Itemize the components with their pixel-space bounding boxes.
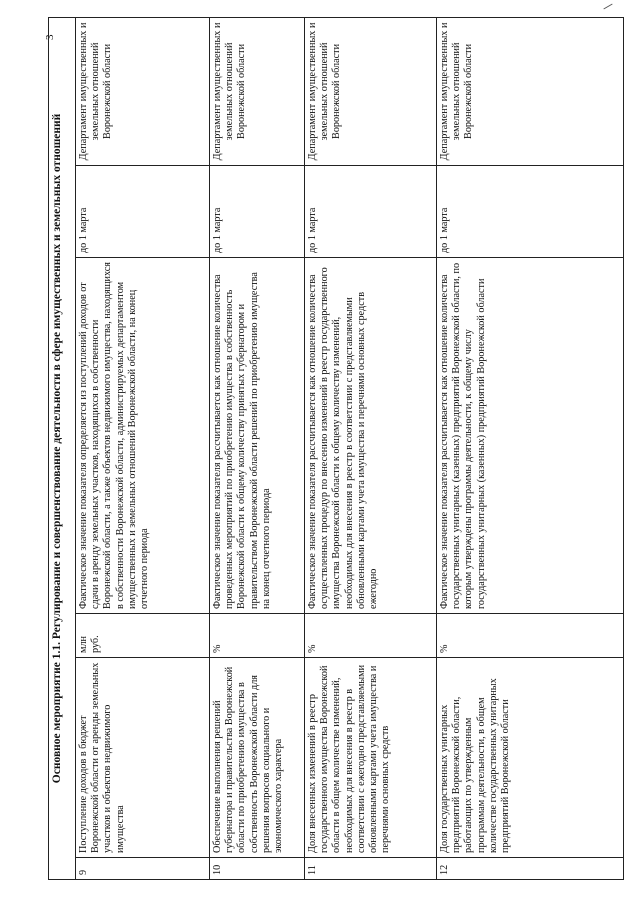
calculation-method: Фактическое значение показателя определяется из поступлений доходов от сдачи в аренду земельных участков, находящихся в собственности Воронежской области, а также объектов недвижимого имущества, находящихся в собственности Воронежской области, администрируемых департаментом имущественных и земельных отношений Воронежской области, на конец отчетного периода xyxy=(76,258,210,614)
table-row xyxy=(76,17,210,879)
indicator-name: Обеспечение выполнения решений губернатора и правительства Воронежской области по приобретению имущества в собственность Воронежской области для решения вопросов социального и экономического характера xyxy=(210,658,305,858)
deadline: до 1 марта xyxy=(210,166,305,258)
table-row xyxy=(305,17,437,879)
unit: % xyxy=(437,614,624,658)
table-row xyxy=(437,17,624,879)
responsible-body: Департамент имущественных и земельных отношений Воронежской области xyxy=(76,17,210,165)
unit: % xyxy=(305,614,437,658)
section-title: Основное мероприятие 1.1. Регулирование и совершенствование деятельности в сфере имущественных и земельных отношений xyxy=(49,17,76,879)
calculation-method: Фактическое значение показателя рассчитывается как отношение количества государственных унитарных (казенных) предприятий Воронежской области, по которым утверждены программы деятельности, к общему числу государственных унитарных (казенных) предприятий Воронежской области xyxy=(437,258,624,614)
rotated-table-container xyxy=(48,18,624,880)
unit: % xyxy=(210,614,305,658)
table-row xyxy=(210,17,305,879)
row-number: 9 xyxy=(76,858,210,880)
row-number: 12 xyxy=(437,858,624,880)
page-number: 3 xyxy=(44,34,56,40)
responsible-body: Департамент имущественных и земельных отношений Воронежской области xyxy=(210,17,305,165)
calculation-method: Фактическое значение показателя рассчитывается как отношение количества проведенных мероприятий по приобретению имущества в собственность Воронежской области к общему количеству принятых губернатором и правительством Воронежской области решений по приобретению имущества на конец отчетного периода xyxy=(210,258,305,614)
row-number: 11 xyxy=(305,858,437,880)
scan-mark xyxy=(603,4,612,10)
deadline: до 1 марта xyxy=(437,166,624,258)
indicators-table xyxy=(48,17,624,880)
unit: млн руб. xyxy=(76,614,210,658)
deadline: до 1 марта xyxy=(305,166,437,258)
responsible-body: Департамент имущественных и земельных отношений Воронежской области xyxy=(305,17,437,165)
row-number: 10 xyxy=(210,858,305,880)
indicator-name: Доля государственных унитарных предприятий Воронежской области, работающих по утвержденным программам деятельности, в общем количестве государственных унитарных предприятий Воронежской области xyxy=(437,658,624,858)
deadline: до 1 марта xyxy=(76,166,210,258)
responsible-body: Департамент имущественных и земельных отношений Воронежской области xyxy=(437,17,624,165)
indicator-name: Доля внесенных изменений в реестр государственного имущества Воронежской области в общем количестве изменений, необходимых для внесения в реестр в соответствии с ежегодно представляемыми обновленными картами учета имущества и перечнями основных средств xyxy=(305,658,437,858)
calculation-method: Фактическое значение показателя рассчитывается как отношение количества осуществленных процедур по внесению изменений в реестр государственного имущества Воронежской области к общему количеству изменений, необходимых для внесения в реестр в соответствии с представляемыми обновленными картами учета имущества и перечнями основных средств ежегодно xyxy=(305,258,437,614)
indicator-name: Поступление доходов в бюджет Воронежской области от аренды земельных участков и объектов недвижимого имущества xyxy=(76,658,210,858)
